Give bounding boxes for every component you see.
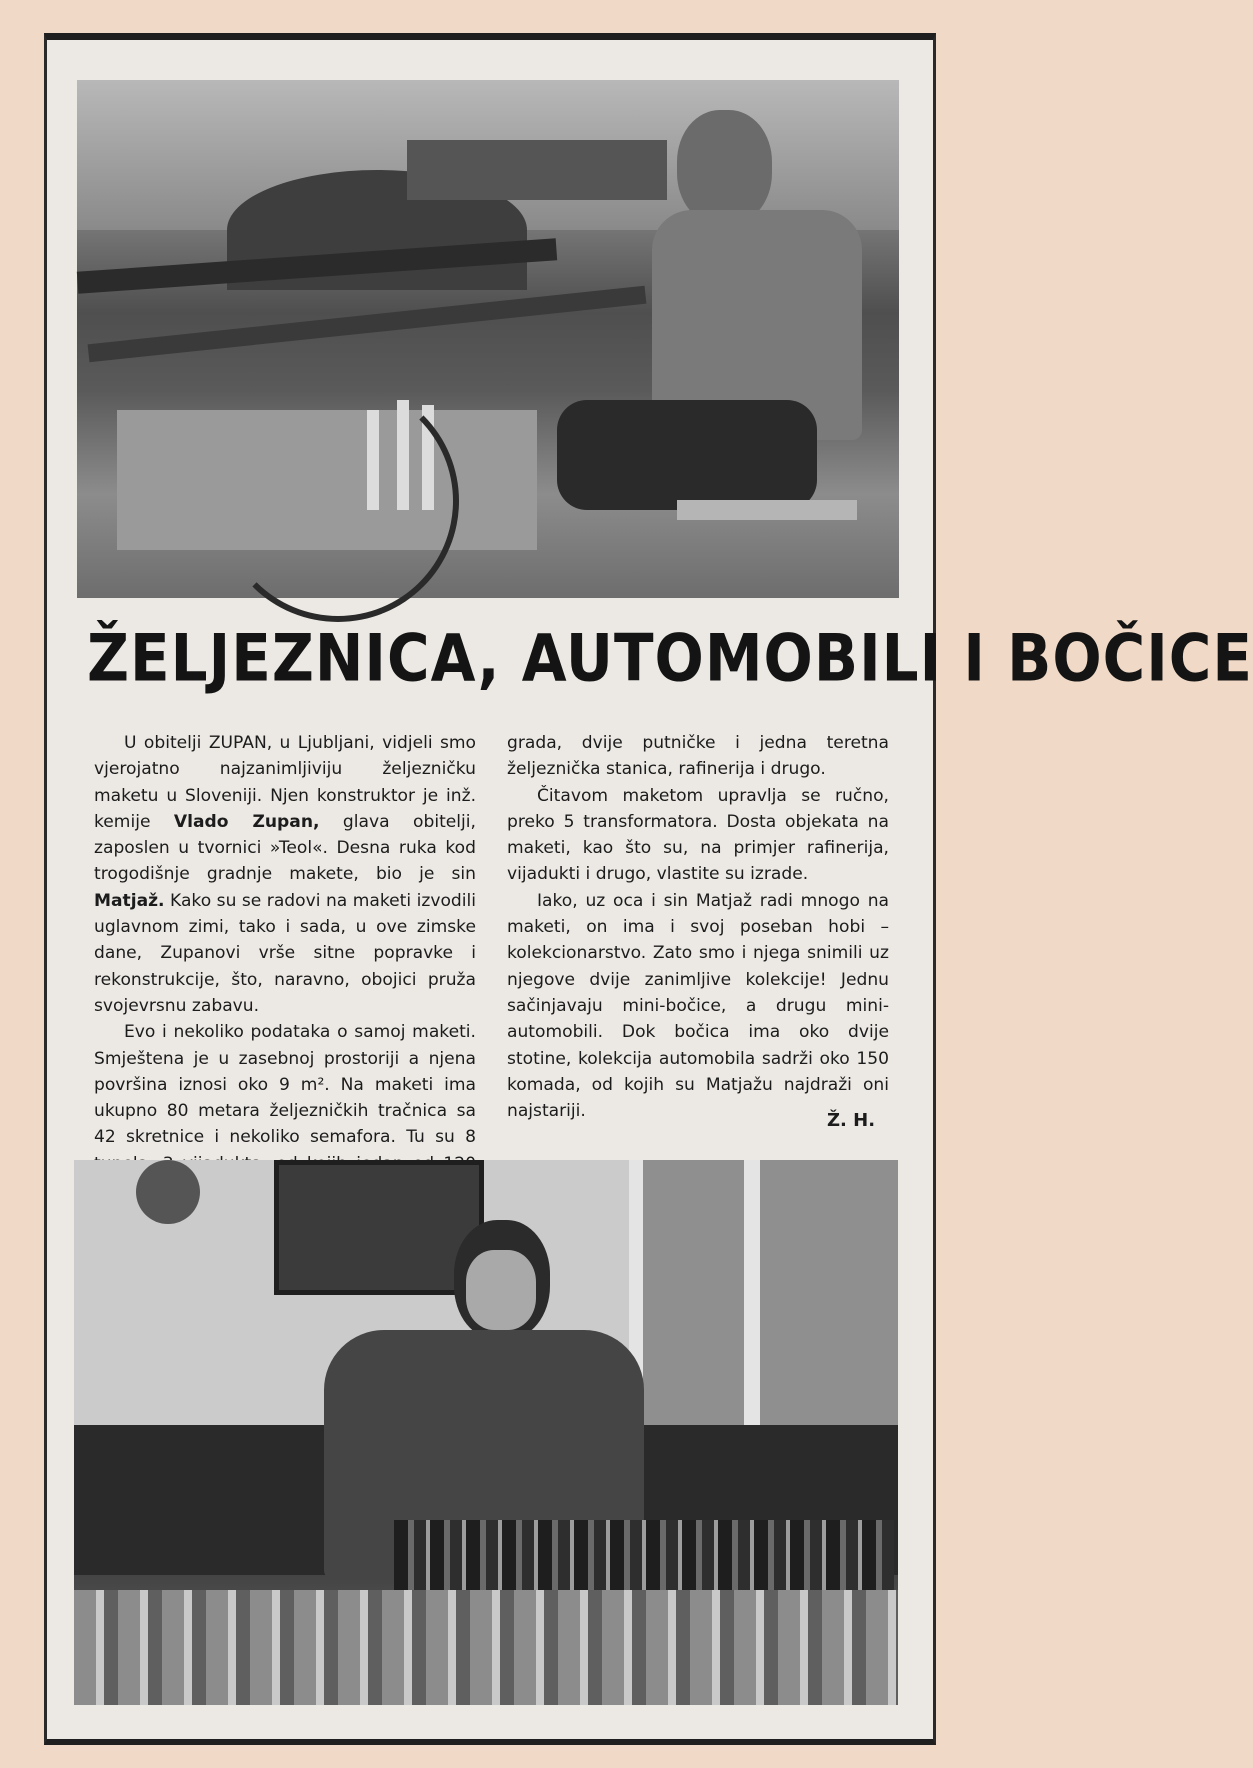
newspaper-clipping: [44, 33, 1253, 1745]
author-signature: Ž. H.: [827, 1110, 876, 1131]
article-column-right: [507, 730, 889, 1124]
paragraph: Čitavom maketom upravlja se ručno, preko 5 transformatora. Dosta objekata na maketi, kao što su, na primjer rafinerija, vijadukti i drugo, vlastite su izrade.: [507, 785, 889, 885]
paragraph: U obitelji ZUPAN, u Ljubljani, vidjeli smo vjerojatno najzanimljiviju željezničku maketu u Sloveniji. Njen konstruktor je inž. kemije Vlado Zupan, glava obitelji, zaposlen u tvornici »Teol«. Desna ruka kod trogodišnje gradnje makete, bio je sin Matjaž. Kako su se radovi na maketi izvodili uglavnom zimi, tako i sada, u ove zimske dane, Zupanovi vrše sitne popravke i rekonstrukcije, što, naravno, obojici pruža svojevrsnu zabavu.: [94, 733, 476, 1016]
model-railway-photo: [77, 80, 899, 598]
paragraph: Evo i nekoliko podataka o samoj maketi. Smještena je u zasebnoj prostoriji a njena površina iznosi oko 9 m². Na maketi ima ukupno 80 metara željezničkih tračnica sa 42 skretnice i nekoliko semafora. Tu su 8: [94, 1022, 476, 1148]
paragraph: Iako, uz oca i sin Matjaž radi mnogo na maketi, on ima i svoj poseban hobi – kolekcionarstvo. Zato smo i njega snimili uz njegove dvije zanimljive kolekcije! Jednu sačinjavaju mini-bočice, a drugu mini-automobili. Dok bočica ima oko dvije stotine, kolekcija automobila sadrži oko 150 komada, od kojih su Matjažu najdraži oni najstariji.: [507, 890, 889, 1122]
article-column-left: [94, 730, 476, 1203]
headline: ŽELJEZNICA, AUTOMOBILI I BOČICE: [87, 620, 1253, 697]
paragraph: grada, dvije putničke i jedna teretna željeznička stanica, rafinerija i drugo.: [507, 733, 889, 780]
collection-photo: [74, 1160, 898, 1705]
